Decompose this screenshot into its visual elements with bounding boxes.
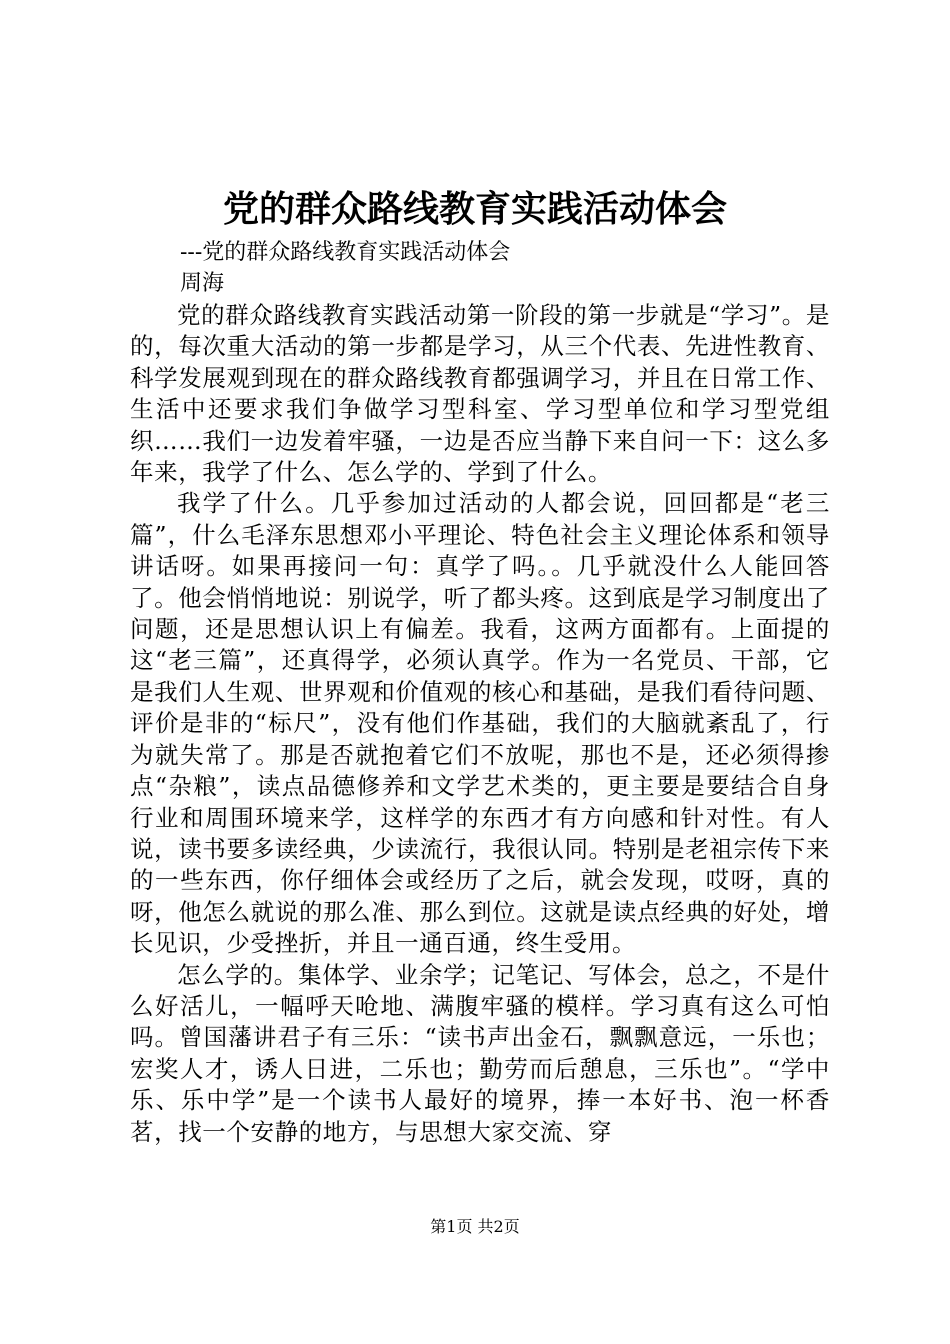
document-subtitle: ---党的群众路线教育实践活动体会 [180, 240, 511, 265]
document-title: 党的群众路线教育实践活动体会 [222, 188, 727, 230]
body-paragraph: 党的群众路线教育实践活动第一阶段的第一步就是“学习”。是的，每次重大活动的第一步都是学习，从三个代表、先进性教育、科学发展观到现在的群众路线教育都强调学习，并且在日常工作、生活中还要求我们争做学习型科室、学习型单位和学习型党组织……我们一边发着牢骚，一边是否应当静下来自问一下：这么多年来，我学了什么、怎么学的、学到了什么。 [130, 301, 830, 487]
body-paragraph: 我学了什么。几乎参加过活动的人都会说，回回都是“老三篇”，什么毛泽东思想邓小平理论、特色社会主义理论体系和领导讲话呀。如果再接问一句：真学了吗。。几乎就没什么人能回答了。他会悄悄地说：别说学，听了都头疼。这到底是学习制度出了问题，还是思想认识上有偏差。我看，这两方面都有。上面提的这“老三篇”，还真得学，必须认真学。作为一名党员、干部，它是我们人生观、世界观和价值观的核心和基础，是我们看待问题、评价是非的“标尺”，没有他们作基础，我们的大脑就紊乱了，行为就失常了。那是否就抱着它们不放呢，那也不是，还必须得掺点“杂粮”，读点品德修养和文学艺术类的，更主要是要结合自身行业和周围环境来学，这样学的东西才有方向感和针对性。有人说，读书要多读经典，少读流行，我很认同。特别是老祖宗传下来的一些东西，你仔细体会或经历了之后，就会发现，哎呀，真的呀，他怎么就说的那么准、那么到位。这就是读点经典的好处，增长见识，少受挫折，并且一通百通，终生受用。 [130, 489, 830, 958]
body-paragraph: 怎么学的。集体学、业余学；记笔记、写体会，总之，不是什么好活儿，一幅呼天呛地、满腹牢骚的模样。学习真有这么可怕吗。曾国藩讲君子有三乐：“读书声出金石，飘飘意远，一乐也；宏奖人才，诱人日进，二乐也；勤劳而后憩息，三乐也”。“学中乐、乐中学”是一个读书人最好的境界，捧一本好书、泡一杯香茗，找一个安静的地方，与思想大家交流、穿 [130, 960, 830, 1146]
document-body [130, 300, 830, 1148]
document-author: 周海 [180, 271, 225, 296]
page-number-footer: 第1页 共2页 [430, 1217, 520, 1236]
